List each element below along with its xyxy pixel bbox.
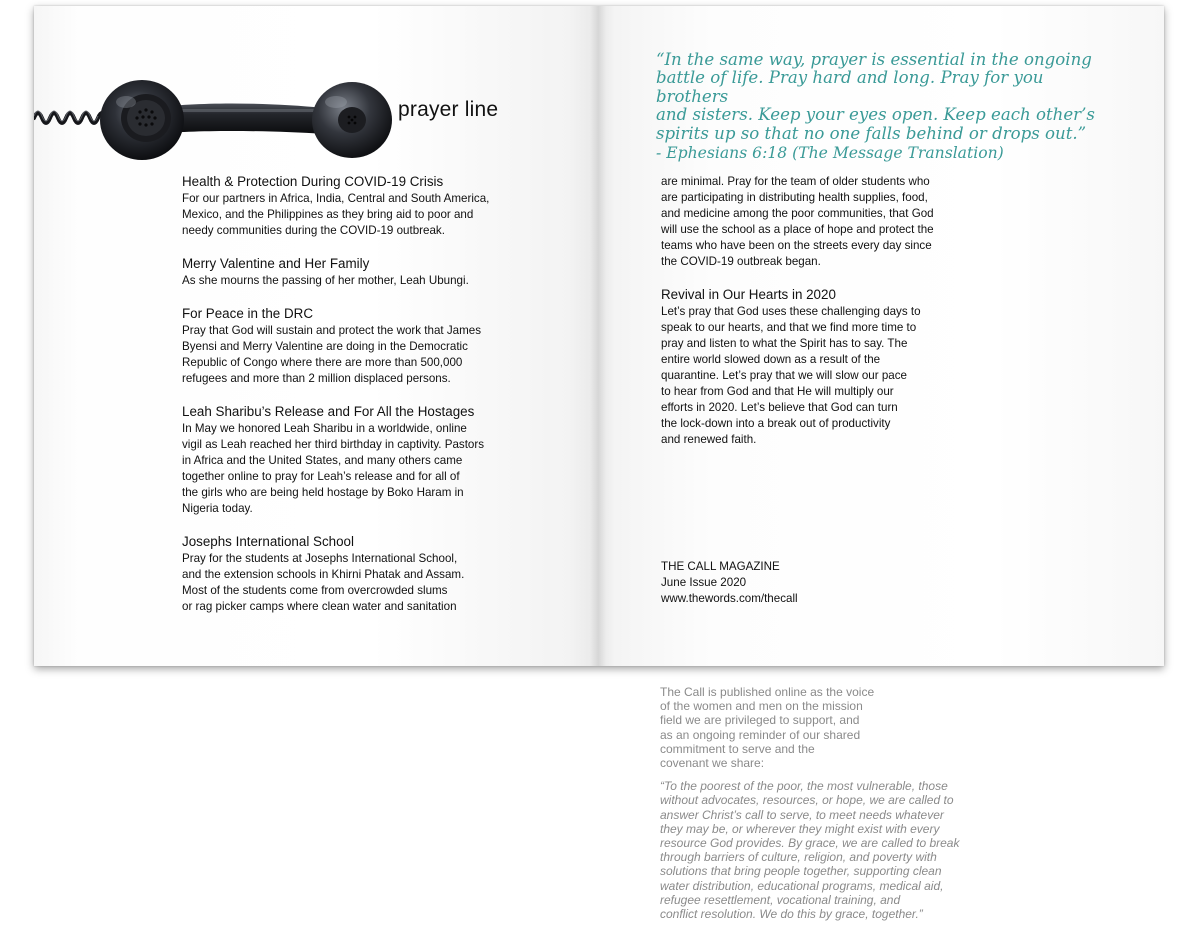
magazine-issue: June Issue 2020 <box>661 576 747 589</box>
section-body: Let’s pray that God uses these challenging days to speak to our hearts, and that we find more time to pray and listen to what the Spirit has to say. The entire world slowed down as a result of the quarantine. Let’s pray that we will slow our pace to hear from God and that He will multiply our efforts in 2020. Let’s believe that God can turn the lock-down into a break out of productivity and renewed faith. <box>661 305 921 446</box>
section-heading: For Peace in the DRC <box>182 306 313 321</box>
section-body: Pray that God will sustain and protect the work that James Byensi and Merry Valentine are doing in the Democratic Republic of Congo where there are more than 500,000 refugees and more than 2 million displaced persons. <box>182 324 482 385</box>
telephone-handset-icon <box>34 72 404 168</box>
magazine-url[interactable]: www.thewords.com/thecall <box>661 592 798 605</box>
verse-text: “In the same way, prayer is essential in the ongoing battle of life. Pray hard and long. Pray for you brothers and sisters. Keep your eyes open. Keep each other’s spirits up so that no one falls behind or drops out.” <box>656 50 1095 143</box>
section-heading: Merry Valentine and Her Family <box>182 256 370 271</box>
section-body: are minimal. Pray for the team of older students who are participating in distributing health supplies, food, and medicine among the poor communities, that God will use the school as a place of hope and protect the teams who have been on the streets every day since the COVID-19 outbreak began. <box>661 175 934 268</box>
prayer-section <box>182 173 512 239</box>
section-heading: Health & Protection During COVID-19 Crisis <box>182 174 444 189</box>
prayer-section <box>182 403 512 517</box>
section-body: Pray for the students at Josephs International School, and the extension schools in Khirni Phatak and Assam. Most of the students come from overcrowded slums or rag picker camps where clean water and sanitation <box>182 552 465 613</box>
prayer-section <box>661 286 961 448</box>
page-title: prayer line <box>398 98 499 121</box>
magazine-info <box>661 559 921 607</box>
page-gutter <box>590 6 606 666</box>
prayer-section-continued <box>661 174 961 270</box>
section-heading: Leah Sharibu’s Release and For All the Hostages <box>182 404 475 419</box>
prayer-section <box>182 305 512 387</box>
about-section <box>660 685 980 930</box>
section-body: In May we honored Leah Sharibu in a worldwide, online vigil as Leah reached her third birthday in captivity. Pastors in Africa and the United States, and many others came together online to pray for Leah’s release and for all of the girls who are being held hostage by Boko Haram in Nigeria today. <box>182 422 485 515</box>
mission-statement: “To the poorest of the poor, the most vulnerable, those without advocates, resources, or hope, we are called to answer Christ’s call to serve, to meet needs whatever they may be, or wherever they might exist with every resource God provides. By grace, we are called to break through barriers of culture, religion, and poverty with solutions that bring people together, supporting clean water distribution, educational programs, medical aid, refugee resettlement, vocational training, and conflict resolution. We do this by grace, together.” <box>660 779 960 922</box>
about-intro: The Call is published online as the voice of the women and men on the mission field we are privileged to support, and as an ongoing reminder of our shared commitment to serve and the covenant we share: <box>660 685 875 771</box>
prayer-section <box>182 255 512 289</box>
section-body: As she mourns the passing of her mother, Leah Ubungi. <box>182 274 469 287</box>
left-column <box>182 173 512 631</box>
section-heading: Josephs International School <box>182 534 354 549</box>
section-body: For our partners in Africa, India, Central and South America, Mexico, and the Philippines as they bring aid to poor and needy communities during the COVID-19 outbreak. <box>182 192 490 237</box>
scripture-quote <box>656 51 1116 162</box>
section-heading: Revival in Our Hearts in 2020 <box>661 287 836 302</box>
prayer-section <box>182 533 512 615</box>
right-column <box>661 174 961 464</box>
magazine-spread <box>34 6 1164 666</box>
magazine-name: THE CALL MAGAZINE <box>661 560 780 573</box>
verse-reference: - Ephesians 6:18 (The Message Translation) <box>656 144 1004 163</box>
